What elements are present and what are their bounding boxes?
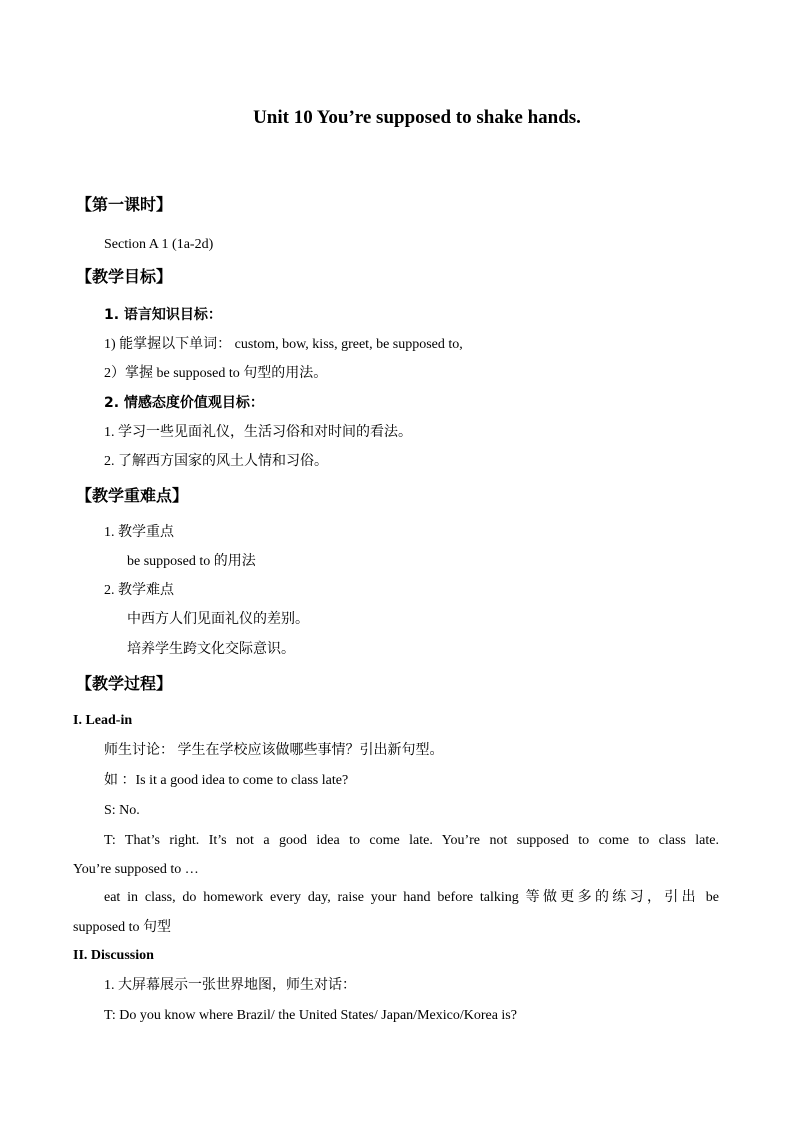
knowledge-goal-1: 1) 能掌握以下单词： custom, bow, kiss, greet, be supposed to, xyxy=(104,337,463,352)
section-label: Section A 1 (1a-2d) xyxy=(104,237,214,252)
leadin-line-1: 师生讨论： 学生在学校应该做哪些事情？引出新句型。 xyxy=(104,743,444,758)
document-title: Unit 10 You’re supposed to shake hands. xyxy=(253,107,581,128)
leadin-line-7: supposed to 句型 xyxy=(73,920,171,935)
discussion-line-1: 1. 大屏幕展示一张世界地图，师生对话： xyxy=(104,978,356,993)
process-heading: 【教学过程】 xyxy=(76,674,173,693)
leadin-line-3: S: No. xyxy=(104,803,140,818)
leadin-line-6: eat in class, do homework every day, raise your hand before talking 等做更多的练习，引出 be xyxy=(104,890,719,905)
difficulty-2: 培养学生跨文化交际意识。 xyxy=(127,642,295,657)
emotion-goal-title: 2. 情感态度价值观目标： xyxy=(104,395,264,411)
key-point-title: 1. 教学重点 xyxy=(104,525,174,540)
emotion-goal-1: 1. 学习一些见面礼仪，生活习俗和对时间的看法。 xyxy=(104,425,412,440)
leadin-line-2: 如 ：Is it a good idea to come to class late? xyxy=(104,773,349,788)
leadin-line-4: T: That’s right. It’s not a good idea to come late. You’re not supposed to come to class late. xyxy=(104,833,719,848)
key-points-heading: 【教学重难点】 xyxy=(76,486,189,505)
knowledge-goal-title: 1. 语言知识目标： xyxy=(104,307,222,323)
emotion-goal-2: 2. 了解西方国家的风土人情和习俗。 xyxy=(104,454,328,469)
knowledge-goal-2: 2）掌握 be supposed to 句型的用法。 xyxy=(104,366,328,381)
lesson-heading: 【第一课时】 xyxy=(76,195,173,214)
difficulty-1: 中西方人们见面礼仪的差别。 xyxy=(127,612,309,627)
discussion-title: II. Discussion xyxy=(73,948,154,963)
key-point-text: be supposed to 的用法 xyxy=(127,554,256,569)
discussion-line-2: T: Do you know where Brazil/ the United States/ Japan/Mexico/Korea is? xyxy=(104,1008,517,1023)
difficulty-title: 2. 教学难点 xyxy=(104,583,174,598)
leadin-line-5: You’re supposed to … xyxy=(73,862,199,877)
goals-heading: 【教学目标】 xyxy=(76,267,173,286)
leadin-title: I. Lead-in xyxy=(73,713,133,728)
